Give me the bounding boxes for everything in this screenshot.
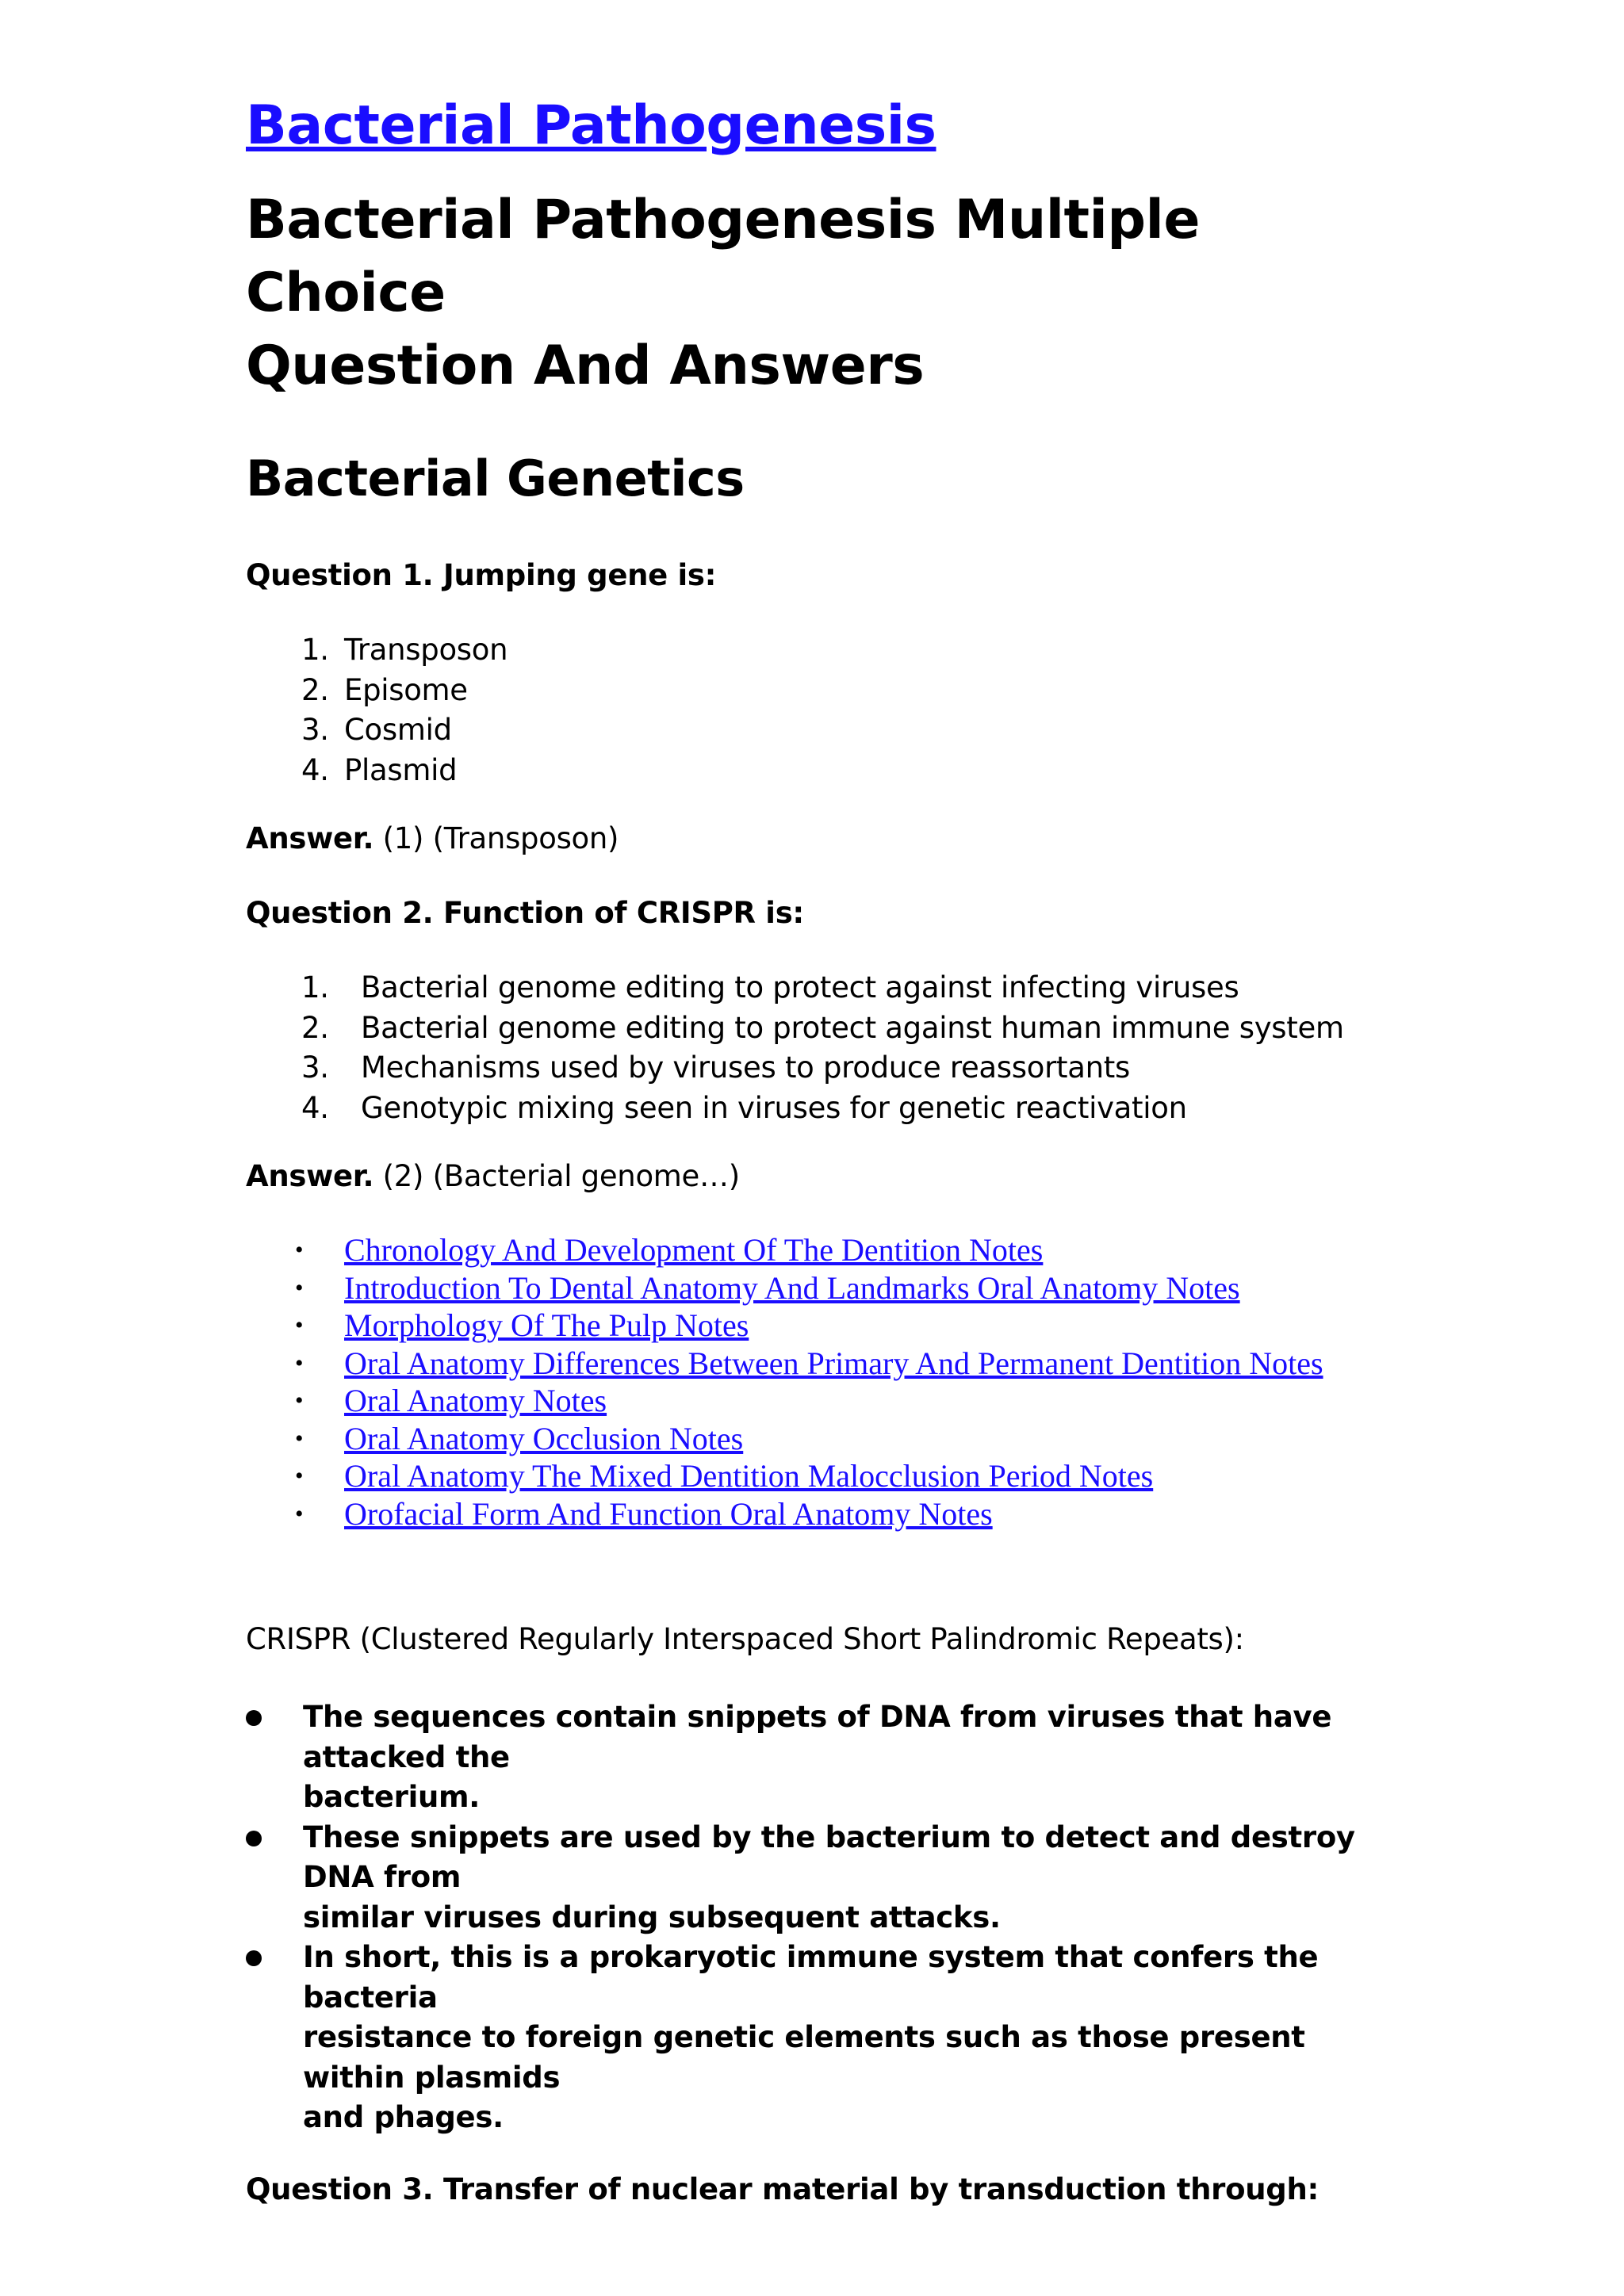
bullet-icon: •	[295, 1463, 304, 1490]
option-item	[246, 1008, 1396, 1049]
option-number: 3.	[301, 1050, 329, 1085]
fact-line: The sequences contain snippets of DNA from viruses that have attacked the	[303, 1700, 1332, 1774]
page-title-line1: Bacterial Pathogenesis Multiple Choice	[246, 189, 1200, 325]
answer-label: Answer.	[246, 1159, 374, 1194]
answer-text: (2) (Bacterial genome…)	[373, 1159, 740, 1194]
fact-line: These snippets are used by the bacterium to detect and destroy DNA from	[303, 1820, 1355, 1895]
option-item	[246, 671, 1396, 711]
fact-line: In short, this is a prokaryotic immune system that confers the bacteria	[303, 1940, 1319, 2015]
related-link[interactable]: Orofacial Form And Function Oral Anatomy Notes	[344, 1495, 993, 1532]
fact-item	[246, 1697, 1396, 1818]
question-2-options	[246, 968, 1396, 1128]
site-link-bacterial-pathogenesis[interactable]: Bacterial Pathogenesis	[246, 94, 936, 157]
answer-label: Answer.	[246, 821, 374, 856]
option-text: Transposon	[344, 633, 508, 668]
related-link[interactable]: Oral Anatomy Differences Between Primary And Permanent Dentition Notes	[344, 1345, 1323, 1381]
fact-line: resistance to foreign genetic elements such as those present within plasmids	[303, 2020, 1305, 2095]
fact-item	[246, 1938, 1396, 2138]
option-text: Mechanisms used by viruses to produce reassortants	[361, 1050, 1130, 1085]
list-item	[246, 1307, 1396, 1345]
related-link[interactable]: Oral Anatomy Notes	[344, 1383, 607, 1419]
option-text: Bacterial genome editing to protect against infecting viruses	[361, 970, 1239, 1005]
related-link[interactable]: Chronology And Development Of The Dentition Notes	[344, 1232, 1044, 1269]
list-item	[246, 1269, 1396, 1307]
question-3: Question 3. Transfer of nuclear material by transduction through:	[246, 2172, 1320, 2206]
bullet-icon: •	[295, 1312, 304, 1339]
question-1-options	[246, 630, 1396, 790]
fact-line: similar viruses during subsequent attacks.	[303, 1900, 1001, 1934]
bullet-icon: •	[295, 1349, 304, 1376]
option-number: 4.	[301, 752, 329, 787]
bullet-icon: •	[295, 1425, 304, 1452]
option-item	[246, 630, 1396, 671]
option-number: 3.	[301, 713, 329, 748]
option-number: 2.	[301, 672, 329, 707]
option-item	[246, 751, 1396, 791]
bullet-dot-icon	[246, 1710, 262, 1726]
option-text: Episome	[344, 672, 468, 707]
list-item	[246, 1495, 1396, 1533]
related-link[interactable]: Oral Anatomy Occlusion Notes	[344, 1420, 744, 1456]
list-item	[246, 1382, 1396, 1420]
crispr-facts-list	[246, 1697, 1396, 2138]
page-title	[246, 184, 1396, 403]
crispr-intro: CRISPR (Clustered Regularly Interspaced Short Palindromic Repeats):	[246, 1622, 1244, 1657]
option-text: Cosmid	[344, 713, 452, 748]
question-1: Question 1. Jumping gene is:	[246, 558, 717, 593]
option-item	[246, 968, 1396, 1008]
option-number: 1.	[301, 633, 329, 668]
fact-line: bacterium.	[303, 1780, 481, 1815]
document-page	[246, 95, 1396, 2244]
option-number: 1.	[301, 970, 329, 1005]
question-2: Question 2. Function of CRISPR is:	[246, 896, 804, 931]
list-item	[246, 1345, 1396, 1383]
answer-2	[246, 1157, 1396, 1196]
page-title-line2: Question And Answers	[246, 335, 925, 398]
bullet-icon: •	[295, 1387, 304, 1414]
bullet-dot-icon	[246, 1831, 262, 1846]
option-item	[246, 710, 1396, 751]
answer-1	[246, 819, 1396, 859]
option-text: Plasmid	[344, 752, 458, 787]
bullet-icon: •	[295, 1500, 304, 1527]
option-number: 4.	[301, 1090, 329, 1125]
option-text: Genotypic mixing seen in viruses for genetic reactivation	[361, 1090, 1187, 1125]
bullet-icon: •	[295, 1274, 304, 1301]
related-link[interactable]: Morphology Of The Pulp Notes	[344, 1307, 749, 1344]
answer-text: (1) (Transposon)	[373, 821, 619, 856]
list-item	[246, 1231, 1396, 1269]
section-heading: Bacterial Genetics	[246, 450, 745, 508]
option-item	[246, 1048, 1396, 1089]
option-text: Bacterial genome editing to protect against human immune system	[361, 1010, 1344, 1045]
option-item	[246, 1089, 1396, 1129]
related-links-list	[246, 1231, 1396, 1533]
fact-line: and phages.	[303, 2100, 504, 2135]
list-item	[246, 1420, 1396, 1458]
fact-item	[246, 1818, 1396, 1938]
related-link[interactable]: Oral Anatomy The Mixed Dentition Malocclusion Period Notes	[344, 1458, 1154, 1494]
bullet-dot-icon	[246, 1950, 262, 1966]
related-link[interactable]: Introduction To Dental Anatomy And Landmarks Oral Anatomy Notes	[344, 1269, 1240, 1306]
list-item	[246, 1457, 1396, 1495]
bullet-icon: •	[295, 1237, 304, 1264]
option-number: 2.	[301, 1010, 329, 1045]
